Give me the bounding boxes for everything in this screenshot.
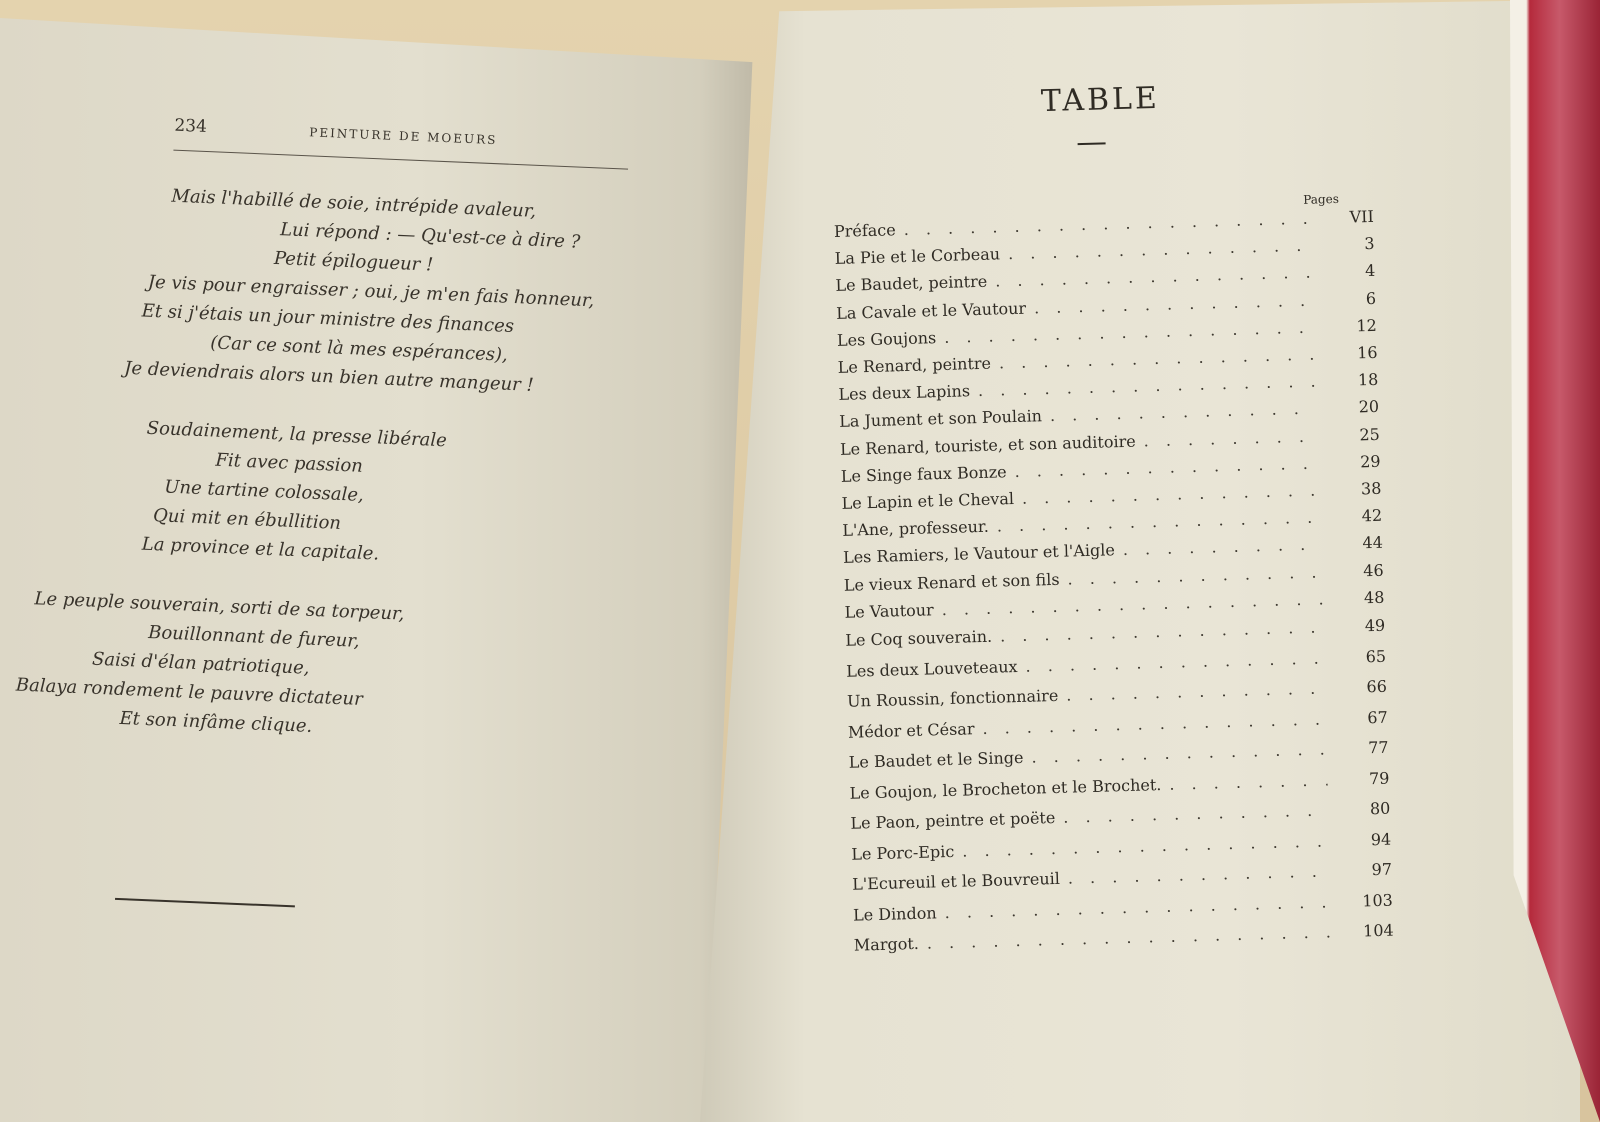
verse-line: Une tartine colossale,: [163, 476, 365, 506]
stanza-2: [21, 409, 647, 580]
toc-entry-page: 46: [1362, 560, 1384, 580]
toc-entry-title: Les Ramiers, le Vautour et l'Aigle: [842, 540, 1116, 568]
toc-entry-title: Le Baudet et le Singe: [848, 747, 1024, 772]
toc-entry-title: Les Goujons: [836, 327, 937, 350]
toc-entry-page: 44: [1362, 533, 1384, 553]
verse-line: Balaya rondement le pauvre dictateur: [15, 674, 364, 711]
toc-entry-title: Préface: [833, 220, 896, 241]
toc-entry-title: Le vieux Renard et son fils: [843, 569, 1060, 595]
toc-entry-title: L'Ane, professeur.: [842, 516, 990, 541]
toc-entry-page: 67: [1367, 707, 1388, 727]
verse-line: Et son infâme clique.: [119, 707, 313, 737]
toc-entry-title: Le Baudet, peintre: [835, 272, 988, 296]
header-rule: [173, 150, 628, 170]
toc-entry-title: Le Renard, touriste, et son auditoire: [839, 431, 1136, 459]
toc-entry-page: 25: [1359, 424, 1381, 444]
verse-line: Qui mit en ébullition: [152, 505, 342, 534]
toc-entry-page: VII: [1349, 206, 1375, 227]
toc-entry-title: Le Renard, peintre: [837, 353, 992, 377]
toc-entry-title: La Cavale et le Vautour: [835, 298, 1027, 323]
toc-entry-title: Un Roussin, fonctionnaire: [846, 685, 1059, 711]
table-of-contents: [834, 203, 1395, 961]
verse-line: Je deviendrais alors un bien autre mangeur !: [123, 357, 535, 396]
toc-entry-page: 16: [1356, 342, 1378, 363]
toc-title: TABLE: [1040, 80, 1161, 120]
toc-entry-page: 38: [1360, 478, 1382, 499]
toc-entry-page: 18: [1357, 370, 1379, 390]
toc-entry-page: 12: [1356, 315, 1378, 336]
toc-entry-page: 42: [1361, 505, 1383, 526]
toc-entry-title: Le Lapin et le Cheval: [841, 489, 1015, 513]
verse-line: La province et la capitale.: [141, 533, 380, 565]
toc-entry-page: 4: [1364, 261, 1376, 281]
stanza-1: [29, 176, 657, 405]
toc-entry-title: Le Goujon, le Brocheton et le Brochet.: [849, 774, 1162, 803]
verse-line: Petit épilogueur !: [273, 247, 434, 276]
verse-line: Bouillonnant de fureur,: [147, 621, 361, 652]
pages-column-label: Pages: [1303, 191, 1340, 207]
left-page-content: [14, 110, 659, 754]
toc-entry-page: 48: [1363, 587, 1385, 608]
running-title: PEINTURE DE MOEURS: [309, 125, 498, 148]
toc-entry-page: 80: [1369, 798, 1391, 819]
toc-entry-title: Le Singe faux Bonze: [840, 462, 1007, 486]
verse-line: Fit avec passion: [215, 449, 364, 477]
toc-entry-page: 79: [1368, 768, 1390, 788]
verse-line: Saisi d'élan patriotique,: [91, 648, 310, 679]
toc-entry-title: La Jument et son Poulain: [839, 406, 1043, 432]
toc-entry-title: Le Coq souverain.: [845, 626, 993, 650]
toc-entry-page: 66: [1366, 676, 1388, 697]
toc-entry-title: L'Ecureuil et le Bouvreuil: [851, 868, 1061, 894]
dot-leader: [1169, 765, 1328, 800]
toc-entry-title: Le Dindon: [852, 902, 937, 925]
toc-entry-page: 3: [1364, 234, 1375, 254]
toc-entry-page: 20: [1358, 397, 1380, 417]
toc-entry-page: 104: [1362, 920, 1394, 941]
toc-entry-page: 49: [1364, 615, 1386, 636]
verse-line: Mais l'habillé de soie, intrépide avaleur,: [171, 185, 537, 222]
toc-entry-title: La Pie et le Corbeau: [834, 244, 1001, 269]
verse-line: Le peuple souverain, sorti de sa torpeur,: [34, 588, 405, 625]
toc-entry-page: 77: [1367, 737, 1389, 758]
toc-entry-page: 103: [1362, 890, 1394, 910]
toc-entry-title: Médor et César: [847, 718, 975, 742]
verse-line: Soudainement, la presse libérale: [146, 417, 448, 452]
verse-line: Et si j'étais un jour ministre des finances: [141, 300, 515, 338]
toc-entry-page: 94: [1370, 829, 1392, 849]
poem: [14, 176, 657, 754]
toc-entry-title: Les deux Lapins: [838, 381, 971, 405]
toc-entry-title: Le Paon, peintre et poëte: [850, 808, 1056, 833]
toc-entry-page: 97: [1371, 859, 1393, 880]
toc-entry-title: Les deux Louveteaux: [845, 656, 1018, 681]
toc-entry-page: 6: [1365, 288, 1377, 308]
toc-entry-title: Le Vautour: [844, 600, 934, 622]
toc-entry-page: 65: [1365, 646, 1387, 666]
verse-line: Je vis pour engraisser ; oui, je m'en fais honneur,: [147, 271, 595, 312]
verse-line: (Car ce sont là mes espérances),: [209, 332, 509, 366]
verse-line: Lui répond : — Qu'est-ce à dire ?: [279, 219, 581, 253]
page-number: 234: [174, 115, 208, 137]
toc-entry-title: Le Porc-Epic: [851, 841, 955, 864]
toc-entry-page: 29: [1359, 451, 1381, 472]
stanza-3: [14, 584, 640, 755]
toc-entry-title: Margot.: [853, 933, 920, 955]
